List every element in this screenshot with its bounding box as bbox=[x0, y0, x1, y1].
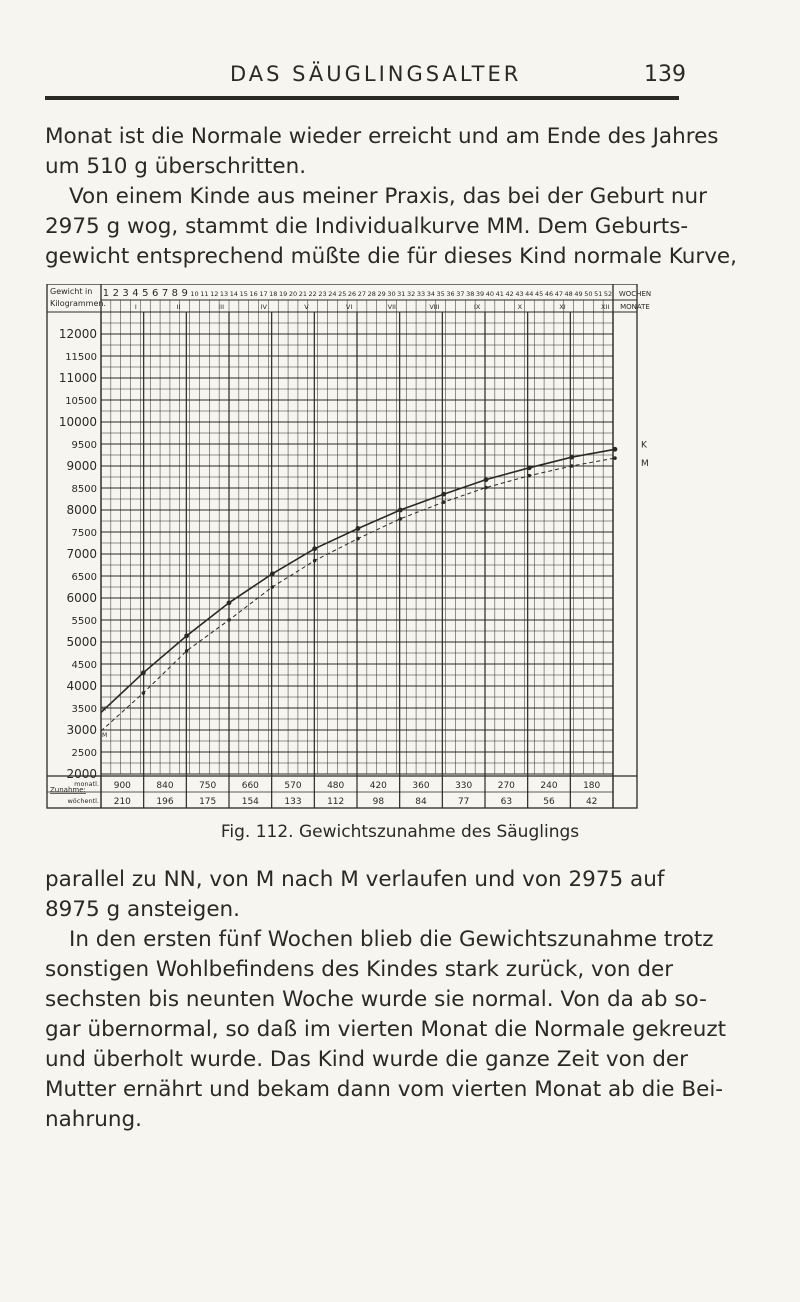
monthly-increase-value: 420 bbox=[369, 781, 387, 791]
week-tick-label: 39 bbox=[475, 290, 485, 298]
chart-frame bbox=[47, 284, 637, 808]
corner-label-line2: Kilogrammen. bbox=[50, 299, 106, 308]
corner-label-line1: Gewicht in bbox=[50, 287, 93, 296]
data-point-M bbox=[570, 464, 574, 468]
month-tick-label: V bbox=[304, 303, 309, 311]
monthly-increase-value: 360 bbox=[412, 781, 430, 791]
weekly-increase-value: 56 bbox=[543, 797, 555, 807]
week-tick-label: 51 bbox=[594, 290, 603, 298]
week-tick-label: 22 bbox=[308, 290, 317, 298]
page-header bbox=[0, 62, 800, 102]
weight-chart bbox=[45, 284, 685, 812]
month-tick-label: IV bbox=[260, 303, 267, 311]
week-tick-label: 28 bbox=[367, 290, 376, 298]
month-tick-label: XI bbox=[559, 303, 566, 311]
weekly-increase-value: 154 bbox=[241, 797, 259, 807]
data-point-K bbox=[141, 670, 146, 675]
weekly-increase-value: 133 bbox=[284, 797, 302, 807]
week-tick-label: 18 bbox=[269, 290, 278, 298]
week-tick-label: 35 bbox=[436, 290, 445, 298]
weekly-row-label: wöchentl. bbox=[67, 797, 99, 805]
data-point-M bbox=[528, 474, 532, 478]
data-point-M bbox=[356, 537, 360, 541]
month-tick-label: VIII bbox=[429, 303, 440, 311]
data-point-M bbox=[613, 456, 617, 460]
week-tick-label: 52 bbox=[603, 290, 613, 298]
week-tick-label: 30 bbox=[387, 290, 396, 298]
y-tick-label: 9000 bbox=[66, 459, 97, 473]
data-point-K bbox=[312, 546, 317, 551]
month-tick-label: I bbox=[134, 303, 137, 311]
data-point-K bbox=[569, 455, 574, 460]
week-tick-label: 14 bbox=[229, 290, 239, 298]
monthly-increase-value: 900 bbox=[113, 781, 131, 791]
paragraph-line: sechsten bis neunten Woche wurde sie normal. Von da ab so- bbox=[45, 987, 707, 1012]
week-tick-label: 31 bbox=[397, 290, 406, 298]
paragraph-line: Monat ist die Normale wieder erreicht und am Ende des Jahres bbox=[45, 124, 719, 149]
week-tick-label: 37 bbox=[456, 290, 465, 298]
y-tick-label: 8000 bbox=[66, 503, 97, 517]
data-point-M bbox=[142, 691, 146, 695]
y-tick-label: 5000 bbox=[66, 635, 97, 649]
series-start-label-M: M bbox=[102, 732, 108, 740]
week-tick-label: 8 bbox=[171, 288, 179, 299]
header-rule bbox=[45, 96, 679, 100]
y-tick-label: 10000 bbox=[58, 415, 97, 429]
data-point-M bbox=[185, 649, 189, 653]
week-tick-label: 29 bbox=[377, 290, 386, 298]
paragraph-line: gar übernormal, so daß im vierten Monat die Normale gekreuzt bbox=[45, 1017, 727, 1042]
y-tick-label: 8500 bbox=[71, 484, 97, 495]
week-tick-label: 32 bbox=[407, 290, 416, 298]
data-point-M bbox=[313, 559, 317, 563]
paragraph-line: und überholt wurde. Das Kind wurde die ganze Zeit von der bbox=[45, 1047, 688, 1072]
weight-chart-figure bbox=[45, 284, 685, 812]
week-tick-label: 15 bbox=[239, 290, 248, 298]
week-tick-label: 40 bbox=[485, 290, 495, 298]
data-point-K bbox=[398, 508, 403, 513]
paragraph-line: 8975 g ansteigen. bbox=[45, 897, 241, 922]
week-tick-label: 9 bbox=[181, 288, 188, 299]
paragraph-line: sonstigen Wohlbefindens des Kindes stark zurück, von der bbox=[45, 957, 674, 982]
weekly-increase-value: 77 bbox=[457, 797, 470, 807]
month-tick-label: VI bbox=[345, 303, 353, 311]
weekly-increase-value: 42 bbox=[585, 797, 598, 807]
weekly-increase-value: 98 bbox=[372, 797, 385, 807]
data-point-K bbox=[227, 600, 232, 605]
y-tick-label: 9500 bbox=[71, 440, 97, 451]
series-label-K: K bbox=[641, 440, 647, 451]
month-tick-label: XII bbox=[600, 303, 610, 311]
weekly-increase-value: 210 bbox=[113, 797, 131, 807]
week-tick-label: 21 bbox=[298, 290, 307, 298]
week-tick-label: 38 bbox=[466, 290, 475, 298]
paragraph-line: um 510 g überschritten. bbox=[45, 154, 307, 179]
week-tick-label: 26 bbox=[347, 290, 357, 298]
week-tick-label: 13 bbox=[219, 290, 229, 298]
week-tick-label: 34 bbox=[426, 290, 435, 298]
weekly-increase-value: 196 bbox=[156, 797, 174, 807]
figure-caption: Fig. 112. Gewichtszunahme des Säuglings bbox=[220, 822, 580, 842]
data-point-M bbox=[227, 618, 231, 622]
paragraph-2 bbox=[45, 865, 727, 1135]
week-tick-label: 43 bbox=[515, 290, 524, 298]
monthly-increase-value: 840 bbox=[156, 781, 174, 791]
week-tick-label: 10 bbox=[190, 290, 199, 298]
week-tick-label: 23 bbox=[318, 290, 327, 298]
data-point-M bbox=[399, 517, 403, 521]
week-tick-label: 19 bbox=[279, 290, 288, 298]
page-number: 139 bbox=[644, 62, 686, 87]
y-tick-label: 2000 bbox=[66, 767, 97, 781]
weeks-label: WOCHEN bbox=[618, 290, 652, 298]
week-tick-label: 44 bbox=[525, 290, 534, 298]
week-tick-label: 4 bbox=[132, 288, 139, 299]
weekly-increase-value: 112 bbox=[327, 797, 345, 807]
data-point-K bbox=[527, 465, 532, 470]
week-tick-label: 12 bbox=[210, 290, 219, 298]
week-tick-label: 6 bbox=[151, 288, 159, 299]
monthly-increase-value: 750 bbox=[199, 781, 217, 791]
y-tick-label: 12000 bbox=[58, 327, 97, 341]
y-tick-label: 7500 bbox=[71, 528, 97, 539]
week-tick-label: 16 bbox=[249, 290, 258, 298]
paragraph-line: nahrung. bbox=[45, 1107, 143, 1132]
week-tick-label: 41 bbox=[495, 290, 504, 298]
week-tick-label: 3 bbox=[122, 288, 129, 299]
y-tick-label: 6000 bbox=[66, 591, 97, 605]
monthly-increase-value: 180 bbox=[583, 781, 601, 791]
y-tick-label: 3500 bbox=[71, 704, 97, 715]
y-tick-label: 11000 bbox=[58, 371, 97, 385]
data-point-M bbox=[442, 500, 446, 504]
paragraph-line: In den ersten fünf Wochen blieb die Gewichtszunahme trotz bbox=[69, 927, 714, 952]
paragraph-line: Von einem Kinde aus meiner Praxis, das bei der Geburt nur bbox=[69, 184, 708, 209]
weekly-increase-value: 63 bbox=[500, 797, 513, 807]
month-tick-label: III bbox=[218, 303, 225, 311]
week-tick-label: 36 bbox=[446, 290, 455, 298]
monthly-increase-value: 660 bbox=[241, 781, 259, 791]
week-tick-label: 20 bbox=[288, 290, 298, 298]
week-tick-label: 46 bbox=[544, 290, 554, 298]
months-label: MONATE bbox=[620, 303, 650, 311]
week-tick-label: 2 bbox=[112, 288, 119, 299]
y-tick-label: 4000 bbox=[66, 679, 97, 693]
week-tick-label: 11 bbox=[200, 290, 209, 298]
data-point-K bbox=[356, 526, 361, 531]
monthly-increase-value: 480 bbox=[327, 781, 345, 791]
week-tick-label: 1 bbox=[102, 288, 110, 299]
week-tick-label: 27 bbox=[357, 290, 367, 298]
series-label-M: M bbox=[641, 459, 649, 470]
weekly-increase-value: 84 bbox=[415, 797, 427, 807]
paragraph-line: parallel zu NN, von M nach M verlaufen und von 2975 auf bbox=[45, 867, 665, 892]
month-tick-label: II bbox=[176, 303, 181, 311]
weekly-increase-value: 175 bbox=[199, 797, 217, 807]
y-tick-label: 4500 bbox=[71, 660, 97, 671]
week-tick-label: 33 bbox=[416, 290, 426, 298]
data-point-K bbox=[613, 447, 618, 452]
data-point-K bbox=[484, 477, 489, 482]
y-tick-label: 2500 bbox=[71, 748, 97, 759]
increase-label: Zunahme: bbox=[50, 786, 86, 794]
monthly-increase-value: 240 bbox=[540, 781, 558, 791]
data-point-K bbox=[184, 633, 189, 638]
data-point-K bbox=[270, 571, 275, 576]
week-tick-label: 47 bbox=[554, 290, 563, 298]
y-tick-label: 7000 bbox=[66, 547, 97, 561]
monthly-increase-value: 330 bbox=[455, 781, 473, 791]
data-point-K bbox=[441, 492, 446, 497]
monthly-increase-value: 570 bbox=[284, 781, 302, 791]
y-tick-label: 6500 bbox=[71, 572, 97, 583]
week-tick-label: 42 bbox=[505, 290, 514, 298]
monthly-row-label: monatl. bbox=[74, 780, 99, 788]
month-tick-label: X bbox=[517, 303, 523, 311]
y-tick-label: 11500 bbox=[65, 352, 97, 363]
week-tick-label: 5 bbox=[142, 288, 149, 299]
week-tick-label: 25 bbox=[338, 290, 347, 298]
paragraph-line: Mutter ernährt und bekam dann vom vierten Monat ab die Bei- bbox=[45, 1077, 724, 1102]
week-tick-label: 50 bbox=[584, 290, 593, 298]
paragraph-line: gewicht entsprechend müßte die für dieses Kind normale Kurve, bbox=[45, 244, 737, 269]
y-tick-label: 5500 bbox=[71, 616, 97, 627]
week-tick-label: 7 bbox=[161, 288, 169, 299]
week-tick-label: 17 bbox=[259, 290, 268, 298]
data-point-M bbox=[271, 585, 275, 589]
week-tick-label: 24 bbox=[328, 290, 337, 298]
week-tick-label: 49 bbox=[574, 290, 583, 298]
paragraph-1 bbox=[45, 122, 737, 272]
running-title: DAS SÄUGLINGSALTER bbox=[230, 62, 522, 86]
month-tick-label: VII bbox=[387, 303, 396, 311]
y-tick-label: 10500 bbox=[65, 396, 97, 407]
series-start-label-K: K bbox=[102, 705, 106, 713]
week-tick-label: 48 bbox=[564, 290, 573, 298]
month-tick-label: IX bbox=[473, 303, 481, 311]
paragraph-line: 2975 g wog, stammt die Individualkurve MM. Dem Geburts- bbox=[45, 214, 689, 239]
series-line-K bbox=[101, 449, 615, 712]
data-point-M bbox=[484, 486, 488, 490]
week-tick-label: 45 bbox=[535, 290, 544, 298]
y-tick-label: 3000 bbox=[66, 723, 97, 737]
monthly-increase-value: 270 bbox=[497, 781, 515, 791]
